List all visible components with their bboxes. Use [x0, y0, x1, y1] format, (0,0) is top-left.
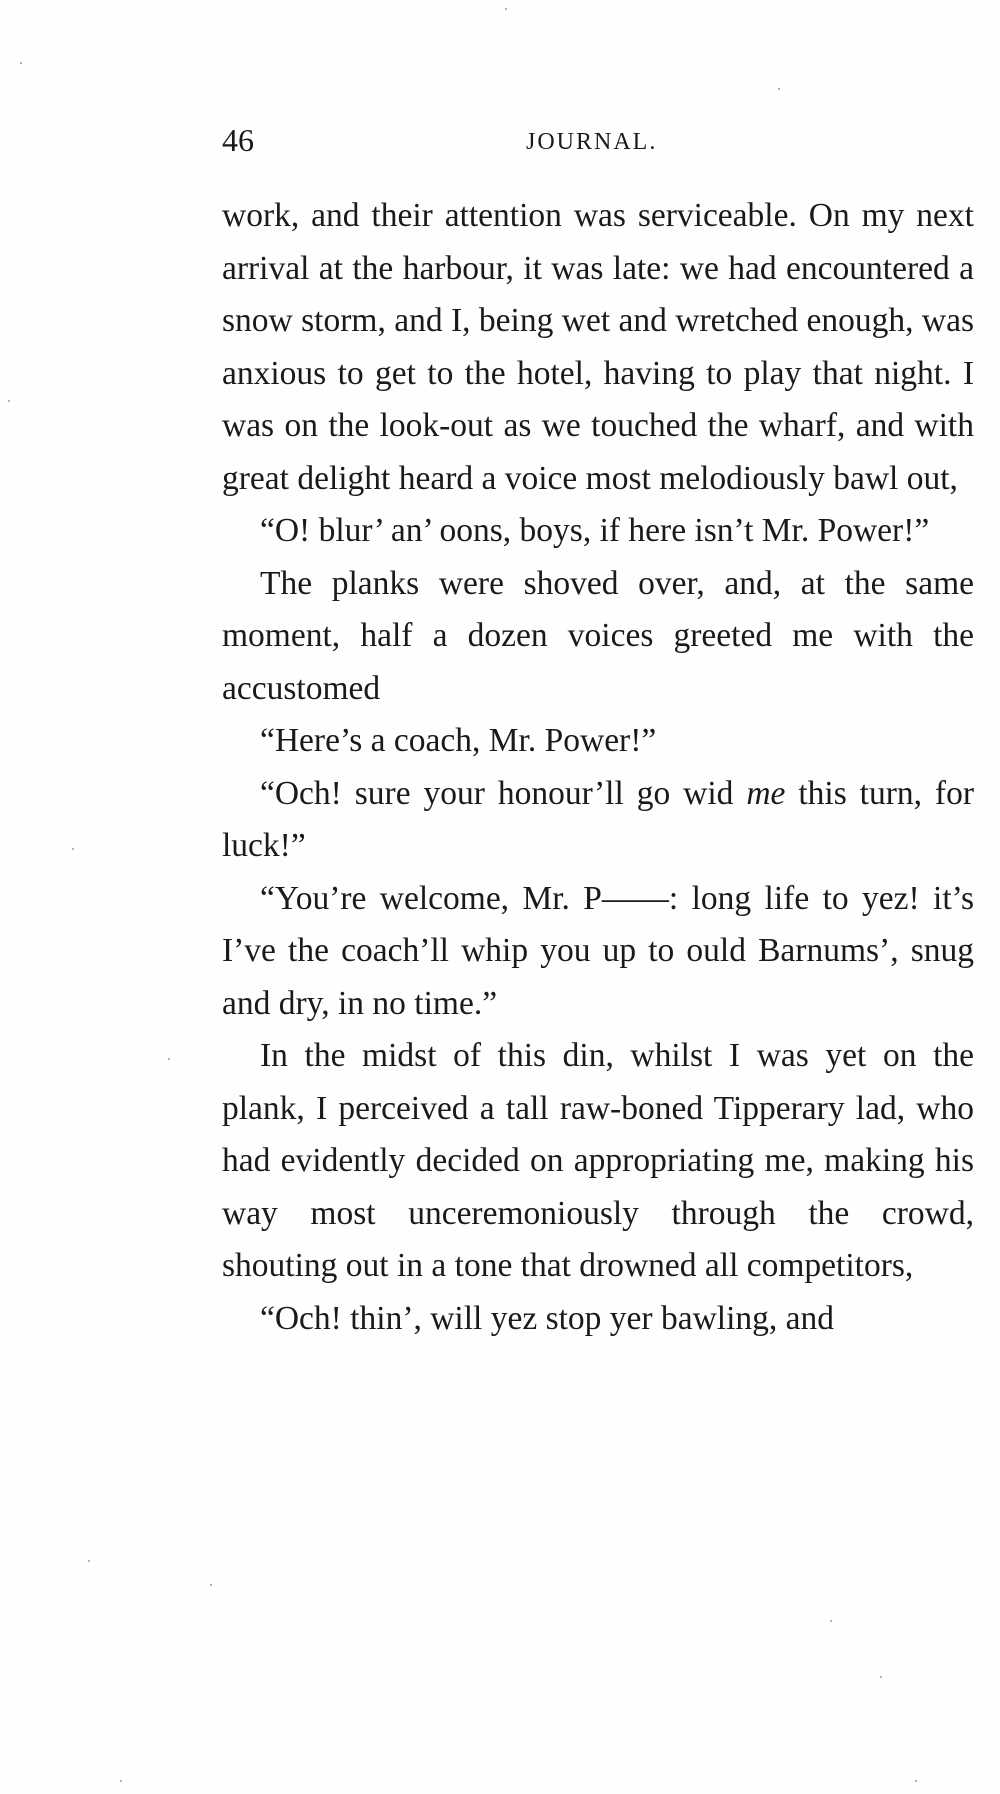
paragraph-text: “Och! sure your honour’ll go wid	[260, 774, 747, 812]
paragraph: “O! blur’ an’ oons, boys, if here isn’t Mr. Power!”	[260, 512, 930, 549]
page-header	[222, 118, 974, 162]
paper-speck	[505, 8, 507, 10]
paper-speck	[880, 1676, 882, 1678]
paragraph: The planks were shoved over, and, at the same moment, half a dozen voices greeted me with the accustomed	[222, 564, 974, 707]
paragraph: “You’re welcome, Mr. P——: long life to yez! it’s I’ve the coach’ll whip you up to ould Barnums’, snug and dry, in no time.”	[222, 879, 974, 1022]
body-text	[222, 190, 974, 1345]
paper-speck	[830, 1620, 832, 1622]
paper-speck	[915, 1780, 917, 1782]
paragraph: “Here’s a coach, Mr. Power!”	[260, 722, 657, 759]
paper-speck	[120, 1780, 122, 1782]
emphasis: me	[746, 774, 786, 812]
paragraph: work, and their attention was serviceable. On my next arrival at the harbour, it was late: we had encountered a snow storm, and I, being wet and wretched enough, was anxious to get to the hotel, having to play that night. I was on the look-out as we touched the wharf, and with great delight heard a voice most melodiously bawl out,	[222, 197, 974, 497]
paper-speck	[72, 848, 74, 850]
paragraph: In the midst of this din, whilst I was yet on the plank, I perceived a tall raw-boned Tipperary lad, who had evidently decided on appropriating me, making his way most unceremoniously through the crowd, shouting out in a tone that drowned all competitors,	[222, 1037, 974, 1284]
paper-speck	[778, 88, 780, 90]
paragraph: “Och! thin’, will yez stop yer bawling, and	[260, 1299, 834, 1337]
page-number: 46	[222, 122, 254, 158]
paper-speck	[8, 400, 10, 402]
paper-speck	[210, 1584, 212, 1586]
paragraph	[222, 768, 974, 873]
paper-speck	[88, 1560, 90, 1562]
paper-speck	[168, 1058, 170, 1060]
paper-speck	[20, 62, 22, 64]
paragraph-text: this turn, for luck!”	[222, 774, 974, 864]
running-head: JOURNAL.	[526, 129, 658, 155]
